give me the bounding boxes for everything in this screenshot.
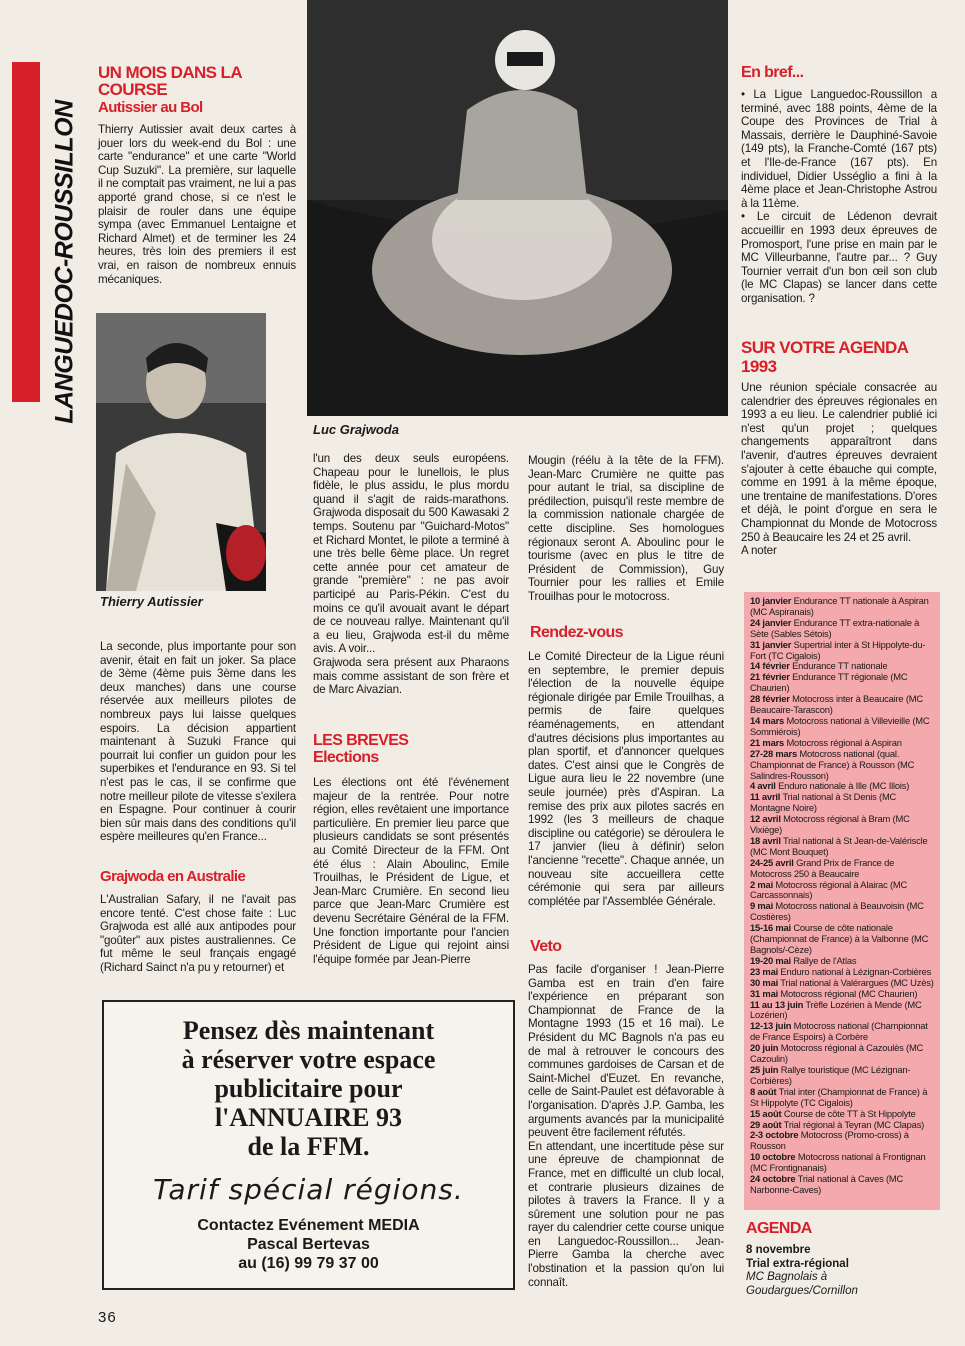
calendar-entry-date: 25 juin — [750, 1063, 779, 1075]
article-paragraph: La seconde, plus importante pour son avenir, était en fait un joker. Sa place de 3ème (4ème puis 3ème dans les deux manches) dans une course réservée aux meilleurs pilotes de nombreux pays lui laisse quelques espoirs. La décision appartient maintenant à Suzuki France qui pourrait lui confier un guidon pour les superbikes et l'endurance en 93. Si tel n'est pas le cas, il se confirme que notre meilleur pilote de vitesse s'exilera en Espagne. Pour continuer à courir bien sûr mais dans des conditions qu'il espère meilleures qu'en France... — [100, 640, 296, 844]
agenda-title: AGENDA — [746, 1220, 812, 1237]
calendar-entry-text: Motocross national (Championnat de France Espoirs) à Corbère — [750, 1020, 928, 1043]
calendar-entry-date: 28 février — [750, 693, 790, 705]
calendar-entry-date: 10 octobre — [750, 1151, 796, 1163]
article-paragraph: Le Comité Directeur de la Ligue réuni en septembre, le premier depuis l'élection de la nouvelle équipe régionale dirigée par Emile Trouilhas, a permis de faire quelques réaménagements, en attendant d'autres décisions plus importantes au plan sportif, et d'annoncer quelques dates. C'est ainsi que le Congrès de Ligue aura lieu le 22 novembre (une seule journée) près d'Aspiran. La remise des prix aux pilotes sacrés en 1992 (les 3 meilleurs de chaque discipline ou catégorie) se déroulera le 17 janvier (lieu à définir) selon l'ancienne "recette". Chaque année, un nouveau site accueillera cette cérémonie qui sera par ailleurs complétée par l'Assemblée Générale. — [528, 650, 724, 908]
calendar-entry-date: 2 mai — [750, 878, 773, 890]
en-bref-section — [741, 88, 937, 306]
calendar-entry — [750, 858, 936, 880]
ad-contact-name: Pascal Bertevas — [247, 1236, 370, 1253]
calendar-entry-text: Course de côte TT à St Hippolyte — [781, 1107, 916, 1119]
calendar-entry — [750, 1087, 936, 1109]
calendar-entry-date: 24-25 avril — [750, 856, 794, 868]
calendar-entry-date: 21 février — [750, 671, 790, 683]
calendar-entry-date: 12-13 juin — [750, 1020, 792, 1032]
section-title: LANGUEDOC-ROUSSILLON — [50, 100, 79, 424]
agenda-event-name: Trial extra-régional — [746, 1257, 849, 1270]
calendar-entry-date: 10 janvier — [750, 595, 792, 606]
calendar-entry-date: 4 avril — [750, 780, 776, 792]
article-paragraph: l'un des deux seuls européens. Chapeau pour le lunellois, le plus fidèle, le plus assidu, le plus mordu quand il s'agit de raids-marathons. Grajwoda disposait du 500 Kawasaki 2 temps. Soutenu par "Guichard-Motos" et Richard Montet, le pilote a terminé à une très belle 6ème place. Un regret cette année pour cet amateur de grande "première" : ne pas avoir participé au Paris-Pékin. C'est du moins ce qu'il avouait avant le départ de ce nouveau rallye. Maintenant qu'il a eu lieu, Grajwoda est-il du même avis. A voir... Grajwoda sera présent aux Pharaons mais comme assistant de son frère et de Marc Aivazian. — [313, 452, 509, 697]
calendar-entry-date: 14 février — [750, 660, 790, 672]
photo-luc-grajwoda — [307, 0, 728, 416]
calendar-entry — [750, 1021, 936, 1043]
calendar-entry-text: Endurance TT extra-nationale à Sète (Sables Sétois) — [750, 616, 920, 639]
calendar-entry-text: Trial national à St Jean-de-Valériscle (MC Mont Bouquet) — [750, 834, 928, 857]
calendar-entry-text: Supertrial inter à St Hippolyte-du-Fort (TC Cigalois) — [750, 638, 926, 661]
calendar-entry-date: 20 juin — [750, 1042, 779, 1054]
calendar-entry-date: 27-28 mars — [750, 747, 797, 759]
en-bref-item: • La Ligue Languedoc-Roussillon a terminé, avec 188 points, 4ème de la Coupe des Provinces de Trial à Massais, derrière le Dauphiné-Savoie (149 pts), la Franche-Comté (167 pts) et l'Ile-de-France (167 pts). En individuel, Didier Usséglio a fini à la 4ème place et Jean-Christophe Astrou à la 11ème. — [741, 88, 937, 210]
article-paragraph: L'Australian Safary, il ne l'avait pas encore tenté. C'est chose faite : Luc Grajwoda est allé aux antipodes pour "goûter" aux pistes australiennes. Ce fut même le seul français engagé (Richard Sainct n'a pu y retourner) et — [100, 893, 296, 974]
calendar-entry-text: Motocross régional (MC Chaurien) — [778, 987, 918, 999]
article-autissier — [98, 64, 296, 286]
calendar-entry-text: Grand Prix de France de Motocross 250 à Beaucaire — [750, 856, 895, 879]
veto-title: Veto — [530, 938, 562, 955]
calendar-entry-text: Rallye de l'Atlas — [790, 954, 857, 966]
calendar-entry-date: 24 janvier — [750, 616, 792, 628]
calendar-entry-date: 14 mars — [750, 714, 785, 726]
calendar-entry-text: Course de côte nationale (Championnat de France) à la Valbonne (MC Bagnols/-Cèze) — [750, 922, 929, 955]
calendar-entry-date: 31 janvier — [750, 638, 792, 650]
photo-caption-grajwoda: Luc Grajwoda — [313, 422, 399, 437]
calendar-entry-text: Motocross national (qual. Championnat de France) à Rousson (MC Salindres-Rousson) — [750, 747, 915, 781]
agenda-event-detail: MC Bagnolais à Goudargues/Cornillon — [746, 1271, 858, 1297]
calendar-entry-date: 12 avril — [750, 813, 781, 825]
calendar-entry-text: Trial national à Caves (MC Narbonne-Caves) — [750, 1173, 904, 1195]
calendar-entry-text: Endurance TT nationale — [789, 660, 888, 672]
page-number: 36 — [98, 1309, 117, 1326]
article-title-grajwoda: Grajwoda en Australie — [100, 868, 246, 885]
article-paragraph: Une réunion spéciale consacrée au calendrier des épreuves régionales en 1993 a eu lieu. Le calendrier publié ici n'est qu'un projet ; quelques changements apparaîtront dans l'avenir, d'autres épreuves devraient s'ajouter à cette ébauche qui compte, comme en 1991 à la même époque, une trentaine de manifestations. D'ores et déjà, le point d'orgue en sera le Championnat du Monde de Motocross 250 à Beaucaire les 24 et 25 avril. A noter — [741, 381, 937, 558]
calendar-entry — [750, 1043, 936, 1065]
calendar-entry — [750, 596, 936, 618]
en-bref-title: En bref... — [741, 64, 804, 81]
calendar-entry-text: Motocross national à Frontignan (MC Frontignanais) — [750, 1151, 926, 1174]
calendar-entry — [750, 1174, 936, 1196]
calendar-entry-text: Trial inter (Championnat de France) à St Hippolyte (TC Cigalois) — [750, 1085, 928, 1108]
calendar-entry — [750, 1130, 936, 1152]
calendar-entry-text: Motocross inter à Beaucaire (MC Beaucaire-Tarascon) — [750, 693, 923, 716]
ad-line: de la FFM. — [247, 1132, 370, 1161]
ad-line: à réserver votre espace — [181, 1045, 436, 1074]
ad-tagline: Tarif spécial régions. — [153, 1173, 464, 1206]
calendar-box — [744, 592, 940, 1210]
calendar-entry — [750, 836, 936, 858]
calendar-entry-date: 24 octobre — [750, 1173, 796, 1185]
calendar-entry-text: Trèfle Lozérien à Mende (MC Lozérien) — [750, 998, 922, 1021]
calendar-entry-text: Endurance TT régionale (MC Chaurien) — [750, 671, 908, 694]
calendar-entry-text: Motocross régional à Aspiran — [784, 736, 902, 748]
photo-thierry-autissier — [96, 313, 266, 591]
calendar-entry — [750, 672, 936, 694]
section-color-bar — [12, 62, 40, 402]
calendar-entry-text: Trial régional à Teyran (MC Clapas) — [781, 1118, 925, 1130]
ad-line: l'ANNUAIRE 93 — [214, 1103, 403, 1132]
calendar-entry-date: 30 mai — [750, 976, 778, 988]
calendar-entry — [750, 618, 936, 640]
calendar-entry-text: Enduro nationale à Ille (MC Illois) — [775, 780, 910, 792]
article-paragraph: Mougin (réélu à la tête de la FFM). Jean-Marc Crumière ne quitte pas pour autant le trial, sa discipline de prédilection, puisqu'il reste membre de la commission nationale chargée de cette discipline. Ses homologues régionaux seront A. Aboulinc pour le tourisme (avec en plus le titre de Président de Commission), Guy Tournier pour les rallies et Emile Trouilhas pour le motocross. — [528, 454, 724, 603]
votre-agenda-title: SUR VOTRE AGENDA 1993 — [741, 338, 908, 376]
calendar-list — [750, 596, 936, 1196]
calendar-entry-date: 15-16 mai — [750, 922, 791, 934]
ad-contact: Contactez Evénement MEDIA — [197, 1217, 420, 1234]
article-title: Autissier au Bol — [98, 99, 203, 116]
calendar-entry-date: 29 août — [750, 1118, 782, 1130]
calendar-entry-date: 9 mai — [750, 900, 773, 912]
calendar-entry-date: 15 août — [750, 1107, 782, 1119]
calendar-entry-date: 8 août — [750, 1085, 777, 1097]
agenda-date: 8 novembre — [746, 1244, 811, 1256]
calendar-entry-text: Motocross régional à Bram (MC Vixiège) — [750, 813, 910, 836]
calendar-entry-text: Motocross national à Beauvoisin (MC Costières) — [750, 900, 924, 923]
ad-line: publicitaire pour — [214, 1074, 403, 1103]
calendar-entry — [750, 923, 936, 956]
calendar-entry — [750, 814, 936, 836]
calendar-entry-text: Rallye touristique (MC Lézignan-Corbières) — [750, 1063, 911, 1086]
calendar-entry-text: Motocross régional à Cazoulès (MC Cazoulin) — [750, 1042, 924, 1065]
article-paragraph: Thierry Autissier avait deux cartes à jouer lors du week-end du Bol : une carte "endurance" et une carte "World Cup Suzuki". La première, sur laquelle il ne comptait pas vraiment, ne lui a pas apporté grand chose, si ce n'est le plaisir de rouler dans une équipe sympa (avec Emmanuel Lentaigne et Richard Almet) et de terminer les 24 heures, très loin des premiers il est vrai, en raison de nombreux ennuis mécaniques. — [98, 123, 296, 286]
calendar-entry — [750, 901, 936, 923]
calendar-entry-date: 2-3 octobre — [750, 1129, 799, 1141]
ad-line: Pensez dès maintenant — [182, 1016, 435, 1045]
calendar-entry-text: Trial national à St Denis (MC Montagne Noire) — [750, 791, 897, 814]
ad-box — [102, 1000, 515, 1290]
calendar-entry — [750, 1000, 936, 1022]
breves-section — [313, 732, 509, 966]
calendar-entry-text: Motocross national à Villevieille (MC Sommiérois) — [750, 714, 930, 737]
calendar-entry-date: 11 avril — [750, 791, 781, 803]
calendar-entry — [750, 880, 936, 902]
article-paragraph: Les élections ont été l'événement majeur de la rentrée. Pour notre région, elles revêtaient une importance particulière. En premier lieu parce que plusieurs candidats se sont présentés au Comité Directeur de la FFM. Ont été élus : Alain Aboulinc, Emile Trouilhas, le Président de Ligue, et Jean-Marc Crumière. En second lieu parce que Jean-Marc Crumière est devenu Secrétaire Général de la FFM. Une fonction importante pour l'ancien Président de Ligue qui rejoint ainsi l'équipe formée par Jean-Pierre — [313, 776, 509, 966]
calendar-entry-date: 19-20 mai — [750, 954, 791, 966]
calendar-entry — [750, 640, 936, 662]
calendar-entry — [750, 792, 936, 814]
breves-kicker: LES BREVES — [313, 732, 409, 749]
calendar-entry-text: Trial national à Valérargues (MC Uzès) — [778, 976, 934, 988]
rendezvous-title: Rendez-vous — [530, 624, 623, 641]
calendar-entry-date: 11 au 13 juin — [750, 998, 804, 1010]
calendar-entry — [750, 1065, 936, 1087]
article-kicker: UN MOIS DANS LA COURSE — [98, 63, 242, 99]
calendar-entry-date: 23 mai — [750, 965, 778, 977]
calendar-entry-date: 18 avril — [750, 834, 781, 846]
calendar-entry-date: 21 mars — [750, 736, 785, 748]
calendar-entry-text: Endurance TT nationale à Aspiran (MC Aspiranais) — [750, 595, 929, 617]
calendar-entry — [750, 1152, 936, 1174]
en-bref-item: • Le circuit de Lédenon devrait accueillir en 1993 deux épreuves de Promosport, l'une prise en main par le MC Villeurbanne, l'autre par... ? Guy Tournier verrait d'un bon œil son club (le MC Clapas) se lancer dans cette organisation. ? — [741, 210, 937, 305]
calendar-entry — [750, 716, 936, 738]
calendar-entry-text: Motocross régional à Alairac (MC Carcassonnais) — [750, 878, 908, 901]
calendar-entry — [750, 749, 936, 782]
calendar-entry — [750, 694, 936, 716]
photo-caption-autissier: Thierry Autissier — [100, 594, 203, 609]
calendar-entry-text: Motocross (Promo-cross) à Rousson — [750, 1129, 909, 1152]
calendar-entry-text: Enduro national à Lézignan-Corbières — [778, 965, 932, 977]
calendar-entry-date: 31 mai — [750, 987, 778, 999]
breves-title: Elections — [313, 749, 379, 766]
article-paragraph: Pas facile d'organiser ! Jean-Pierre Gamba est en train d'en faire l'expérience en préparant son Championnat de France de la Montagne 1993 (15 et 16 mai). Le Président du MC Bagnols n'a pas eu de mal à retrouver le concours des communes gardoises de Carsan et de Saint-Michel d'Euzet. En revanche, celle de Saint-Paulet est défavorable à l'organisation. D'après J.P. Gamba, les arguments avancés par la municipalité peuvent être facilement réfutés. En attendant, une incertitude pèse sur une épreuve de championnat de France, met en difficulté un club local, et contrarie plusieurs dizaines de pilotes à travers la France. Il y a sûrement une solution pour ne pas rayer du calendrier cette course unique en Languedoc-Roussillon... Jean-Pierre Gamba la cherche avec l'obstination et la passion qu'on lui connaît. — [528, 963, 724, 1289]
agenda-event — [746, 1244, 942, 1298]
ad-phone: au (16) 99 79 37 00 — [238, 1255, 379, 1272]
